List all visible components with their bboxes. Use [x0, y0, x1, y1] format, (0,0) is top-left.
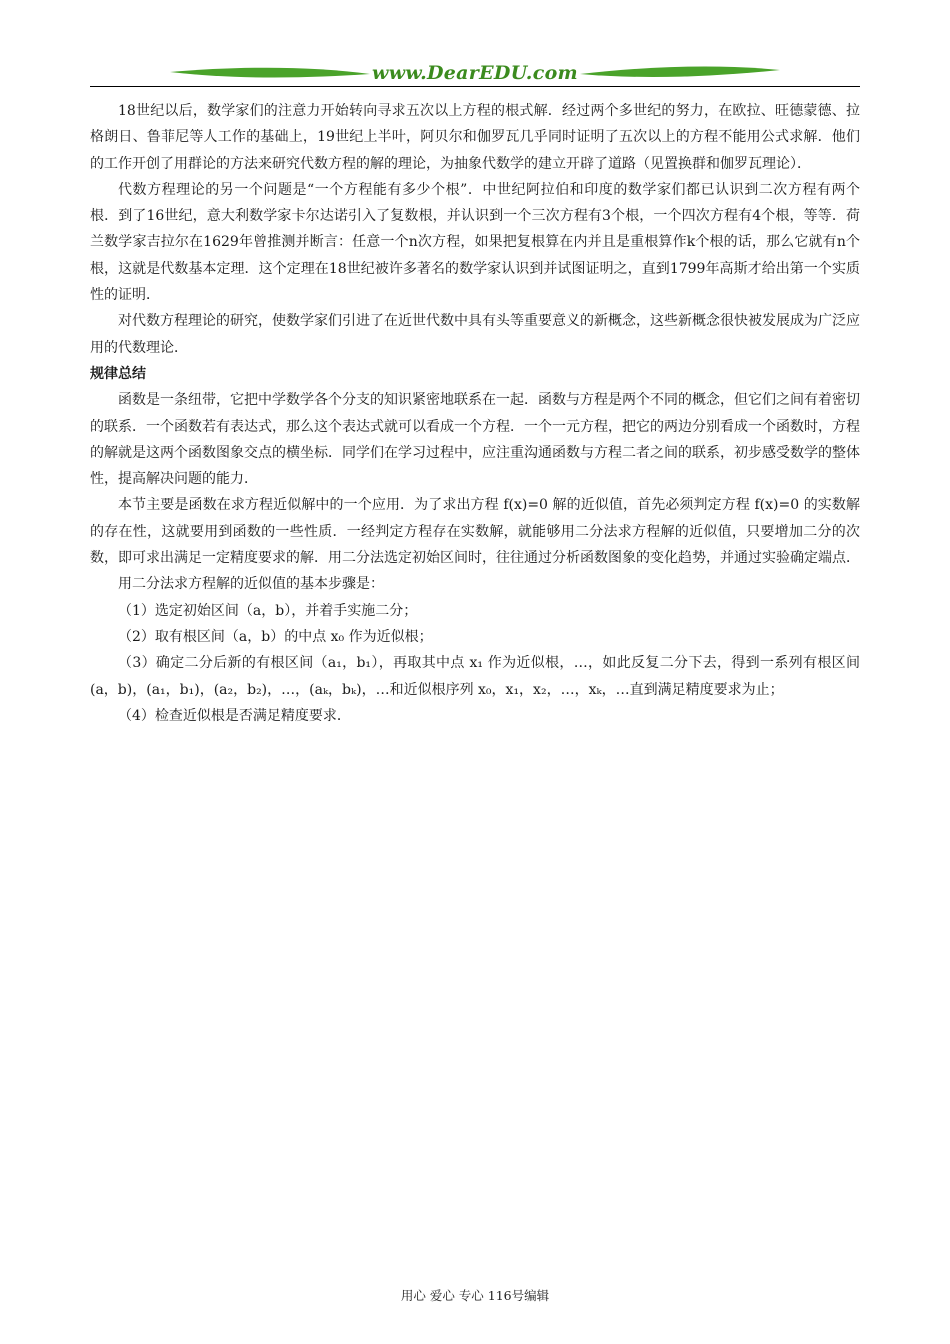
- step-4: （4）检查近似根是否满足精度要求．: [118, 707, 351, 724]
- page-footer: 用心 爱心 专心 116号编辑: [400, 1288, 550, 1303]
- step-2: （2）取有根区间（a，b）的中点 x₀ 作为近似根；: [118, 628, 433, 645]
- paragraph-approximation: 本节主要是函数在求方程近似解中的一个应用．为了求出方程 f(x)=0 解的近似值，首先必须判定方程 f(x)=0 的实数解的存在性，这就要用到函数的一些性质．一经判定方程存在实数解，就能够用二分法求方程解的近似值，只要增加二分的次数，即可求出满足一定精度要求的解．用二分法选定初始区间时，往往通过分析函数图象的变化趋势，并通过实验确定端点．: [90, 497, 860, 567]
- site-url-logo: www.DearEDU.com: [372, 62, 578, 84]
- paragraph-history: 18世纪以后，数学家们的注意力开始转向寻求五次以上方程的根式解．经过两个多世纪的努力，在欧拉、旺德蒙德、拉格朗日、鲁菲尼等人工作的基础上，19世纪上半叶，阿贝尔和伽罗瓦几乎同时证明了五次以上的方程不能用公式求解．他们的工作开创了用群论的方法来研究代数方程的解的理论，为抽象代数学的建立开辟了道路（见置换群和伽罗瓦理论）．: [90, 103, 860, 172]
- step-3: （3）确定二分后新的有根区间（a₁，b₁），再取其中点 x₁ 作为近似根，…，如此反复二分下去，得到一系列有根区间(a，b)，(a₁，b₁)，(a₂，b₂)，…，(aₖ，bₖ)，…和近似根序列 x₀，x₁，x₂，…，xₖ，…直到满足精度要求为止；: [90, 655, 860, 698]
- section-heading: 规律总结: [90, 365, 146, 382]
- paragraph-number-of-roots: 代数方程理论的另一个问题是“一个方程能有多少个根”．中世纪阿拉伯和印度的数学家们都已认识到二次方程有两个根．到了16世纪，意大利数学家卡尔达诺引入了复数根，并认识到一个三次方程有3个根，一个四次方程有4个根，等等．荷兰数学家吉拉尔在1629年曾推测并断言：任意一个n次方程，如果把复根算在内并且是重根算作k个根的话，那么它就有n个根，这就是代数基本定理．这个定理在18世纪被许多著名的数学家认识到并试图证明之，直到1799年高斯才给出第一个实质性的证明．: [90, 181, 860, 304]
- paragraph-function-equation: 函数是一条纽带，它把中学数学各个分支的知识紧密地联系在一起．函数与方程是两个不同的概念，但它们之间有着密切的联系．一个函数若有表达式，那么这个表达式就可以看成一个方程．一个一元方程，把它的两边分别看成一个函数时，方程的解就是这两个函数图象交点的横坐标．同学们在学习过程中，应注重沟通函数与方程二者之间的联系，初步感受数学的整体性，提高解决问题的能力．: [90, 392, 860, 488]
- step-1: （1）选定初始区间（a，b），并着手实施二分；: [118, 602, 418, 619]
- paragraph-modern-algebra: 对代数方程理论的研究，使数学家们引进了在近世代数中具有头等重要意义的新概念，这些新概念很快被发展成为广泛应用的代数理论．: [90, 313, 860, 356]
- paragraph-steps-intro: 用二分法求方程解的近似值的基本步骤是：: [118, 576, 384, 593]
- header-divider: [90, 86, 860, 87]
- document-body: [90, 98, 860, 729]
